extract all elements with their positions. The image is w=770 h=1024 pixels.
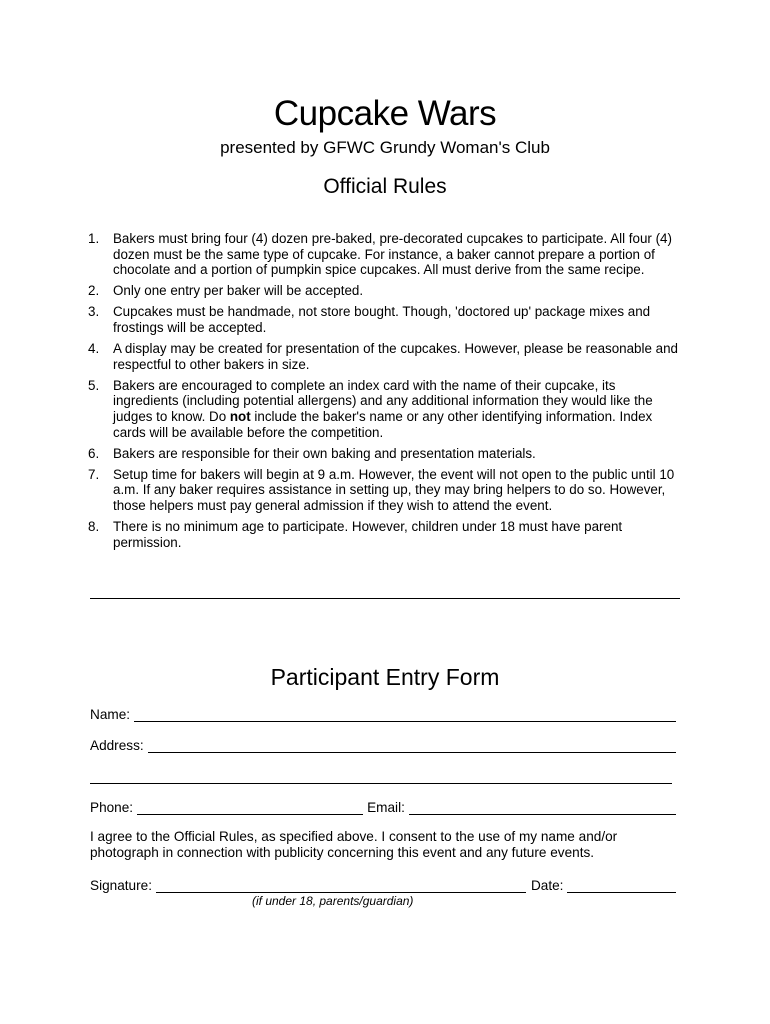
rule-number: 4. [88, 341, 100, 357]
guardian-note: (if under 18, parents/guardian) [252, 894, 414, 908]
rule-text: Setup time for bakers will begin at 9 a.m. However, the event will not open to the public until 10 a.m. If any baker requires assistance in setting up, they may bring helpers to do so. However, those helpers must pay general admission if they wish to attend the event. [113, 466, 675, 513]
rule-text-after: include the baker's name or any other identifying information. Index cards will be available before the competition. [113, 408, 653, 440]
address-line-2-row [90, 766, 672, 784]
rule-item [88, 519, 684, 550]
signature-label: Signature: [90, 878, 152, 893]
date-label: Date: [530, 878, 564, 893]
rule-number: 1. [88, 231, 100, 246]
phone-field[interactable] [137, 801, 363, 815]
rule-text: Bakers must bring four (4) dozen pre-baked, pre-decorated cupcakes to participate. All four (4) dozen must be the same type of cupcake. For instance, a baker cannot prepare a portion of chocolate and a portion of pumpkin spice cupcakes. All must derive from the same recipe. [113, 231, 672, 278]
rule-item [88, 446, 684, 462]
rule-item [88, 304, 684, 335]
name-field[interactable] [134, 708, 676, 722]
address-label: Address: [90, 738, 144, 753]
date-field[interactable] [567, 879, 676, 893]
rule-item [88, 283, 684, 299]
rule-text-before: Bakers are encouraged to complete an index card with the name of their cupcake, its ingredients (including potential allergens) and any additional information they would like the judges to know. Do [113, 377, 653, 424]
page-title: Cupcake Wars [273, 94, 497, 133]
address-field[interactable] [148, 739, 676, 753]
rule-text: Cupcakes must be handmade, not store bought. Though, 'doctored up' package mixes and frostings will be accepted. [113, 304, 651, 335]
rule-item [88, 231, 684, 278]
phone-email-row [90, 797, 676, 815]
name-row [90, 704, 676, 722]
rules-heading: Official Rules [323, 175, 447, 198]
rule-item [88, 378, 684, 440]
rule-number: 2. [88, 283, 100, 299]
email-field[interactable] [409, 801, 676, 815]
signature-date-row [90, 875, 676, 893]
rule-item [88, 467, 684, 514]
rule-text: Bakers are responsible for their own baking and presentation materials. [113, 445, 536, 461]
rule-number: 6. [88, 445, 100, 461]
rule-number: 5. [88, 377, 100, 393]
rule-number: 7. [88, 466, 100, 482]
rule-text: There is no minimum age to participate. However, children under 18 must have parent permission. [113, 519, 623, 550]
email-label: Email: [367, 800, 405, 815]
name-label: Name: [90, 707, 131, 722]
form-heading: Participant Entry Form [270, 664, 500, 690]
rule-item [88, 341, 684, 372]
rule-text: A display may be created for presentation of the cupcakes. However, please be reasonable and respectful to other bakers in size. [113, 341, 678, 372]
section-divider [90, 598, 680, 599]
rule-text-bold: not [229, 408, 251, 424]
rule-number: 3. [88, 304, 100, 320]
rule-number: 8. [88, 519, 100, 534]
rules-list [88, 231, 684, 556]
address-row [90, 735, 676, 753]
rule-text: Only one entry per baker will be accepted. [113, 283, 364, 299]
page-subtitle: presented by GFWC Grundy Woman's Club [220, 138, 550, 157]
agreement-text: I agree to the Official Rules, as specified above. I consent to the use of my name and/or photograph in connection with publicity concerning this event and any future events. [90, 829, 618, 860]
phone-label: Phone: [90, 800, 134, 815]
signature-field[interactable] [156, 879, 526, 893]
address-field-line-2[interactable] [90, 770, 672, 784]
